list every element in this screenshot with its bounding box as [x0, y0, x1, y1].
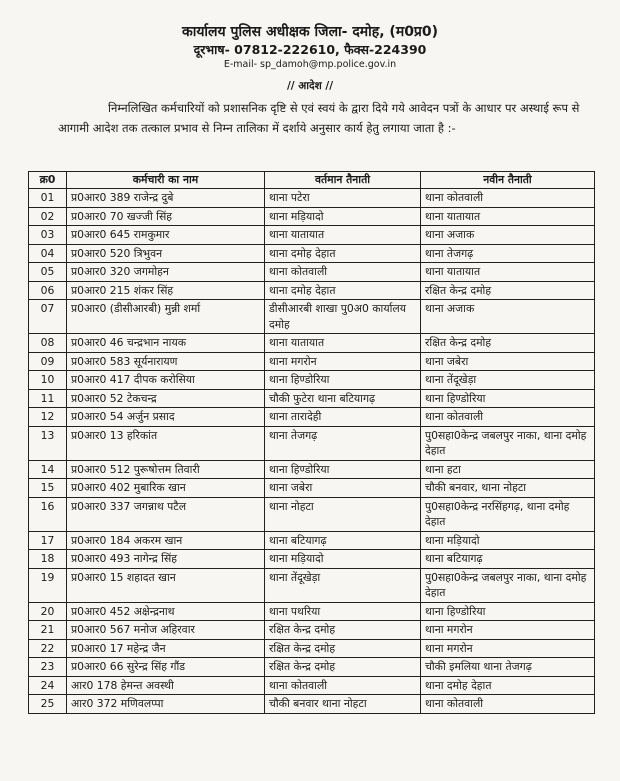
serial-cell: 13	[29, 426, 67, 460]
table-row	[29, 189, 595, 208]
new-posting-cell: चौकी बनवार, थाना नोहटा	[421, 479, 595, 498]
new-posting-cell: थाना हिण्डोरिया	[421, 602, 595, 621]
name-cell: प्र0आर0 46 चन्द्रभान नायक	[67, 334, 265, 353]
table-row	[29, 550, 595, 569]
current-posting-cell: थाना नोहटा	[265, 497, 421, 531]
name-cell: प्र0आर0 320 जगमोहन	[67, 263, 265, 282]
header-name: कर्मचारी का नाम	[67, 172, 265, 189]
current-posting-cell: थाना मड़ियादो	[265, 207, 421, 226]
new-posting-cell: थाना मगरोन	[421, 621, 595, 640]
table-row	[29, 300, 595, 334]
table-row	[29, 226, 595, 245]
new-posting-cell: थाना जबेरा	[421, 352, 595, 371]
name-cell: प्र0आर0 66 सुरेन्द्र सिंह गौंड	[67, 658, 265, 677]
serial-cell: 10	[29, 371, 67, 390]
current-posting-cell: थाना कोतवाली	[265, 263, 421, 282]
name-cell: प्र0आर0 17 महेन्द्र जैन	[67, 639, 265, 658]
serial-cell: 09	[29, 352, 67, 371]
new-posting-cell: थाना तेजगढ़	[421, 244, 595, 263]
table-row	[29, 371, 595, 390]
serial-cell: 23	[29, 658, 67, 677]
table-row	[29, 602, 595, 621]
name-cell: प्र0आर0 567 मनोज अहिरवार	[67, 621, 265, 640]
name-cell: प्र0आर0 402 मुबारिक खान	[67, 479, 265, 498]
table-row	[29, 426, 595, 460]
new-posting-cell: चौकी इमलिया थाना तेजगढ़	[421, 658, 595, 677]
serial-cell: 22	[29, 639, 67, 658]
serial-cell: 21	[29, 621, 67, 640]
new-posting-cell: थाना यातायात	[421, 263, 595, 282]
table-row	[29, 207, 595, 226]
new-posting-cell: थाना तेंदूखेड़ा	[421, 371, 595, 390]
name-cell: प्र0आर0 70 खज्जी सिंह	[67, 207, 265, 226]
serial-cell: 19	[29, 568, 67, 602]
phone-fax: दूरभाष- 07812-222610, फैक्स-224390	[193, 42, 427, 57]
new-posting-cell: थाना दमोह देहात	[421, 676, 595, 695]
serial-cell: 07	[29, 300, 67, 334]
new-posting-cell: थाना कोतवाली	[421, 189, 595, 208]
serial-cell: 20	[29, 602, 67, 621]
name-cell: प्र0आर0 (डीसीआरबी) मुन्नी शर्मा	[67, 300, 265, 334]
serial-cell: 06	[29, 281, 67, 300]
table-row	[29, 281, 595, 300]
table-row	[29, 639, 595, 658]
table-row	[29, 460, 595, 479]
serial-cell: 11	[29, 389, 67, 408]
name-cell: प्र0आर0 54 अर्जुन प्रसाद	[67, 408, 265, 427]
current-posting-cell: रक्षित केन्द्र दमोह	[265, 621, 421, 640]
table-row	[29, 408, 595, 427]
current-posting-cell: थाना बटियागढ़	[265, 531, 421, 550]
email: E-mail- sp_damoh@mp.police.gov.in	[223, 59, 397, 70]
new-posting-cell: थाना मड़ियादो	[421, 531, 595, 550]
new-posting-cell: थाना कोतवाली	[421, 695, 595, 714]
table-row	[29, 389, 595, 408]
table-row	[29, 621, 595, 640]
current-posting-cell: थाना तारादेही	[265, 408, 421, 427]
new-posting-cell: रक्षित केन्द्र दमोह	[421, 334, 595, 353]
serial-cell: 08	[29, 334, 67, 353]
current-posting-cell: चौकी फुटेरा थाना बटियागढ़	[265, 389, 421, 408]
name-cell: प्र0आर0 13 हरिकांत	[67, 426, 265, 460]
current-posting-cell: थाना तेंदूखेड़ा	[265, 568, 421, 602]
name-cell: प्र0आर0 337 जगन्नाथ पटैल	[67, 497, 265, 531]
table-row	[29, 263, 595, 282]
name-cell: प्र0आर0 452 अक्षेन्द्रनाथ	[67, 602, 265, 621]
new-posting-cell: पु0सहा0केन्द्र नरसिंहगढ़, थाना दमोह देहात	[421, 497, 595, 531]
serial-cell: 01	[29, 189, 67, 208]
current-posting-cell: डीसीआरबी शाखा पु0अ0 कार्यालय दमोह	[265, 300, 421, 334]
new-posting-cell: थाना हिण्डोरिया	[421, 389, 595, 408]
name-cell: आर0 372 मणिवलप्पा	[67, 695, 265, 714]
transfer-table	[28, 171, 595, 714]
current-posting-cell: थाना मड़ियादो	[265, 550, 421, 569]
header-serial: क्र0	[29, 172, 67, 189]
table-row	[29, 352, 595, 371]
current-posting-cell: थाना दमोह देहात	[265, 244, 421, 263]
table-header-row	[29, 172, 595, 189]
name-cell: प्र0आर0 512 पुरूषोत्तम तिवारी	[67, 460, 265, 479]
name-cell: प्र0आर0 583 सूर्यनारायण	[67, 352, 265, 371]
name-cell: प्र0आर0 184 अकरम खान	[67, 531, 265, 550]
table-row	[29, 244, 595, 263]
name-cell: प्र0आर0 417 दीपक करोसिया	[67, 371, 265, 390]
serial-cell: 02	[29, 207, 67, 226]
current-posting-cell: रक्षित केन्द्र दमोह	[265, 658, 421, 677]
new-posting-cell: थाना अजाक	[421, 226, 595, 245]
name-cell: आर0 178 हेमन्त अवस्थी	[67, 676, 265, 695]
serial-cell: 18	[29, 550, 67, 569]
name-cell: प्र0आर0 493 नागेन्द्र सिंह	[67, 550, 265, 569]
current-posting-cell: थाना यातायात	[265, 226, 421, 245]
table-row	[29, 695, 595, 714]
name-cell: प्र0आर0 15 शहादत खान	[67, 568, 265, 602]
table-row	[29, 658, 595, 677]
name-cell: प्र0आर0 520 त्रिभुवन	[67, 244, 265, 263]
table-row	[29, 479, 595, 498]
table-row	[29, 531, 595, 550]
new-posting-cell: थाना मगरोन	[421, 639, 595, 658]
current-posting-cell: थाना कोतवाली	[265, 676, 421, 695]
new-posting-cell: पु0सहा0केन्द्र जबलपुर नाका, थाना दमोह देहात	[421, 426, 595, 460]
name-cell: प्र0आर0 215 शंकर सिंह	[67, 281, 265, 300]
header-new-posting: नवीन तैनाती	[421, 172, 595, 189]
new-posting-cell: थाना बटियागढ़	[421, 550, 595, 569]
current-posting-cell: चौकी बनवार थाना नोहटा	[265, 695, 421, 714]
serial-cell: 04	[29, 244, 67, 263]
order-title: // आदेश //	[286, 80, 334, 92]
serial-cell: 14	[29, 460, 67, 479]
current-posting-cell: थाना दमोह देहात	[265, 281, 421, 300]
header-current-posting: वर्तमान तैनाती	[265, 172, 421, 189]
table-row	[29, 334, 595, 353]
name-cell: प्र0आर0 645 रामकुमार	[67, 226, 265, 245]
current-posting-cell: थाना यातायात	[265, 334, 421, 353]
serial-cell: 25	[29, 695, 67, 714]
current-posting-cell: थाना तेजगढ़	[265, 426, 421, 460]
table-row	[29, 497, 595, 531]
new-posting-cell: पु0सहा0केन्द्र जबलपुर नाका, थाना दमोह देहात	[421, 568, 595, 602]
new-posting-cell: थाना अजाक	[421, 300, 595, 334]
name-cell: प्र0आर0 52 टेकचन्द्र	[67, 389, 265, 408]
serial-cell: 17	[29, 531, 67, 550]
serial-cell: 15	[29, 479, 67, 498]
new-posting-cell: थाना हटा	[421, 460, 595, 479]
current-posting-cell: रक्षित केन्द्र दमोह	[265, 639, 421, 658]
new-posting-cell: थाना यातायात	[421, 207, 595, 226]
serial-cell: 24	[29, 676, 67, 695]
serial-cell: 16	[29, 497, 67, 531]
current-posting-cell: थाना पटेरा	[265, 189, 421, 208]
current-posting-cell: थाना मगरोन	[265, 352, 421, 371]
serial-cell: 05	[29, 263, 67, 282]
table-row	[29, 676, 595, 695]
current-posting-cell: थाना हिण्डोरिया	[265, 371, 421, 390]
new-posting-cell: रक्षित केन्द्र दमोह	[421, 281, 595, 300]
serial-cell: 03	[29, 226, 67, 245]
current-posting-cell: थाना पथरिया	[265, 602, 421, 621]
table-row	[29, 568, 595, 602]
intro-paragraph: निम्नलिखित कर्मचारियों को प्रशासनिक दृष्टि से एवं स्वयं के द्वारा दिये गये आवेदन पत्रों के आधार पर अस्थाई रूप से आगामी आदेश तक तत्काल प्रभाव से निम्न तालिका में दर्शाये अनुसार कार्य हेतु लगाया जाता है :-	[58, 101, 580, 135]
current-posting-cell: थाना जबेरा	[265, 479, 421, 498]
serial-cell: 12	[29, 408, 67, 427]
new-posting-cell: थाना कोतवाली	[421, 408, 595, 427]
current-posting-cell: थाना हिण्डोरिया	[265, 460, 421, 479]
name-cell: प्र0आर0 389 राजेन्द्र दुबे	[67, 189, 265, 208]
office-title: कार्यालय पुलिस अधीक्षक जिला- दमोह, (म0प्र0)	[181, 24, 439, 40]
